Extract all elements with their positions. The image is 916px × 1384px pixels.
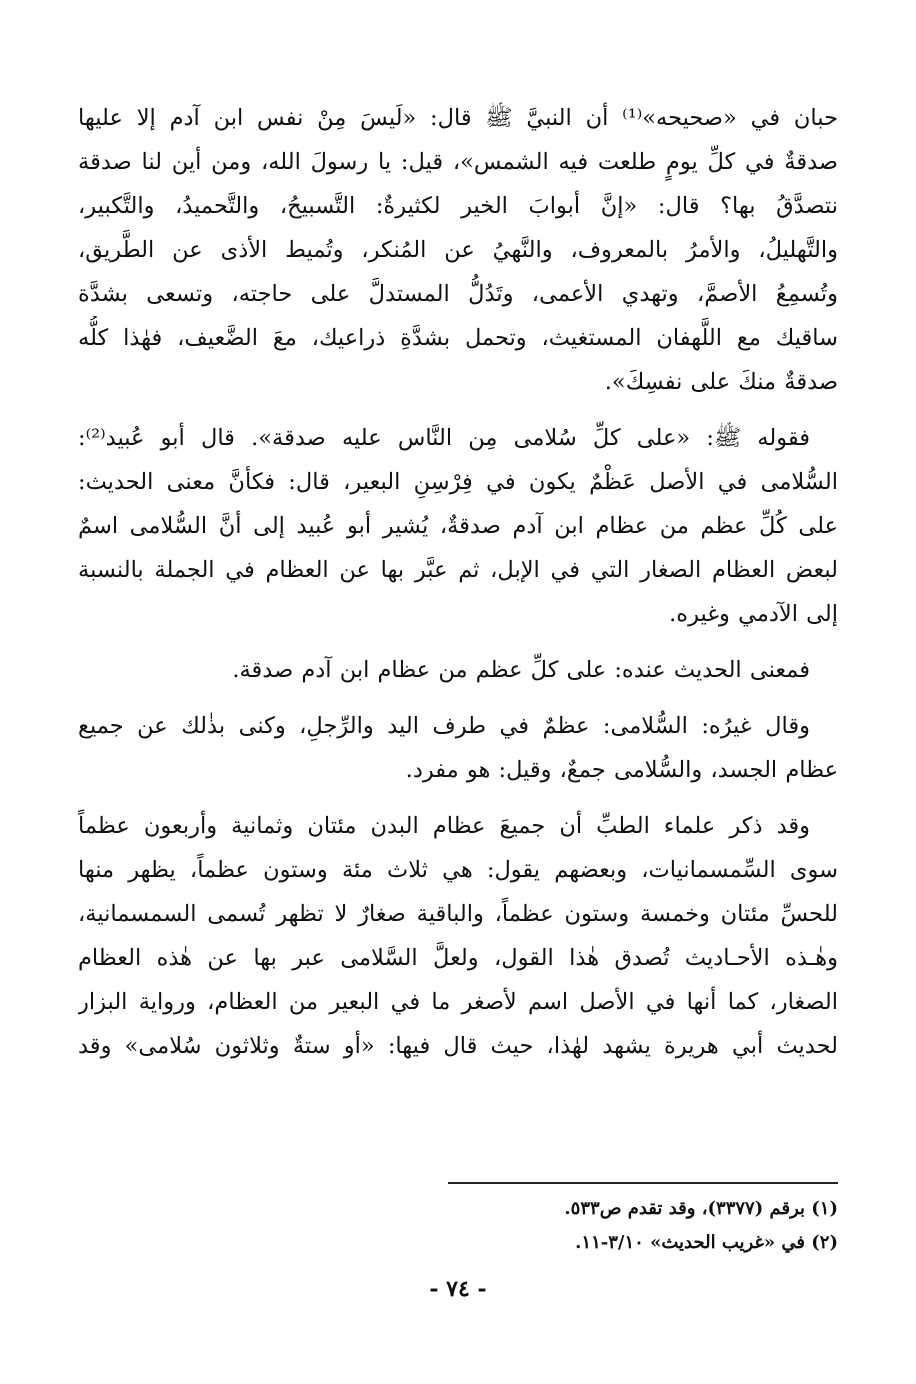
paragraph-medical-scholars	[78, 804, 838, 1068]
text-line: عظام الجسد، والسُّلامى جمعٌ، وقيل: هو مفرد.	[405, 757, 838, 783]
paragraph-abu-ubaid	[78, 416, 838, 636]
text-line: فمعنى الحديث عنده: على كلِّ عظم من عظام ابن آدم صدقة.	[232, 657, 810, 683]
footnote-2: (٢) في «غريب الحديث» ٣/١٠-١١.	[575, 1232, 838, 1253]
text-line: فقوله ﷺ: «على كلِّ سُلامى مِن النَّاس عليه صدقة». قال أبو عُبيد⁽²⁾:	[78, 425, 810, 451]
text-line: وهٰـذه الأحـاديث تُصدق هٰذا القول، ولعلَّ السَّلامى عبر بها عن هٰذه العظام	[78, 945, 838, 971]
text-line: الصغار، كما أنها في الأصل اسم لأصغر ما في البعير من العظام، ورواية البزار	[78, 989, 838, 1015]
text-line: السُّلامى في الأصل عَظْمٌ يكون في فِرْسِنِ البعير، قال: فكأنَّ معنى الحديث:	[78, 469, 838, 495]
text-line: سوى السِّمسمانيات، وبعضهم يقول: هي ثلاث مئة وستون عظماً، يظهر منها	[78, 857, 838, 883]
book-page	[78, 96, 838, 1366]
footnote-divider	[448, 1182, 838, 1184]
text-line: حبان في «صحيحه»⁽¹⁾ أن النبيَّ ﷺ قال: «لَيسَ مِنْ نفس ابن آدم إلا عليها	[78, 105, 838, 131]
page-number: - ٧٤ -	[429, 1276, 487, 1302]
text-line: للحسِّ مئتان وخمسة وستون عظماً، والباقية صغارٌ لا تظهر تُسمى السمسمانية،	[78, 901, 838, 927]
text-line: وتُسمِعُ الأصمَّ، وتهدي الأعمى، وتَدُلُّ المستدلَّ على حاجته، وتسعى بشدَّة	[78, 281, 838, 307]
text-line: صدقةٌ في كلِّ يومٍ طلعت فيه الشمس»، قيل: يا رسولَ الله، ومن أين لنا صدقة	[78, 149, 838, 175]
text-line: وقد ذكر علماء الطبِّ أن جميعَ عظام البدن مئتان وثمانية وأربعون عظماً	[78, 813, 810, 839]
footnotes	[78, 1192, 838, 1260]
paragraph-hadith-text	[78, 96, 838, 404]
text-line: صدقةٌ منكَ على نفسِكَ».	[604, 369, 838, 395]
text-line: نتصدَّقُ بها؟ قال: «إنَّ أبوابَ الخير لكثيرةٌ: التَّسبيحُ، والتَّحميدُ، والتَّكبير،	[78, 193, 838, 219]
footnote-1: (١) برقم (٣٣٧٧)، وقد تقدم ص٥٣٣.	[564, 1198, 838, 1219]
text-line: وقال غيرُه: السُّلامى: عظمٌ في طرف اليد والرِّجلِ، وكنى بذٰلك عن جميع	[78, 713, 810, 739]
text-line: ساقيك مع اللَّهفان المستغيث، وتحمل بشدَّةِ ذراعيك، معَ الضَّعيف، فهٰذا كلُّه	[78, 325, 838, 351]
text-line: على كُلِّ عظم من عظام ابن آدم صدقةٌ، يُشير أبو عُبيد إلى أنَّ السُّلامى اسمٌ	[78, 513, 838, 539]
text-line: إلى الآدمي وغيره.	[669, 601, 838, 627]
text-line: والتَّهليلُ، والأمرُ بالمعروف، والنَّهيُ عن المُنكر، وتُميط الأذى عن الطَّريق،	[78, 237, 838, 263]
paragraph-meaning	[78, 648, 838, 692]
text-line: لحديث أبي هريرة يشهد لهٰذا، حيث قال فيها: «أو ستةٌ وثلاثون سُلامى» وقد	[78, 1033, 838, 1059]
paragraph-other-opinion	[78, 704, 838, 792]
text-line: لبعض العظام الصغار التي في الإبل، ثم عبَّر بها عن العظام في الجملة بالنسبة	[78, 557, 838, 583]
